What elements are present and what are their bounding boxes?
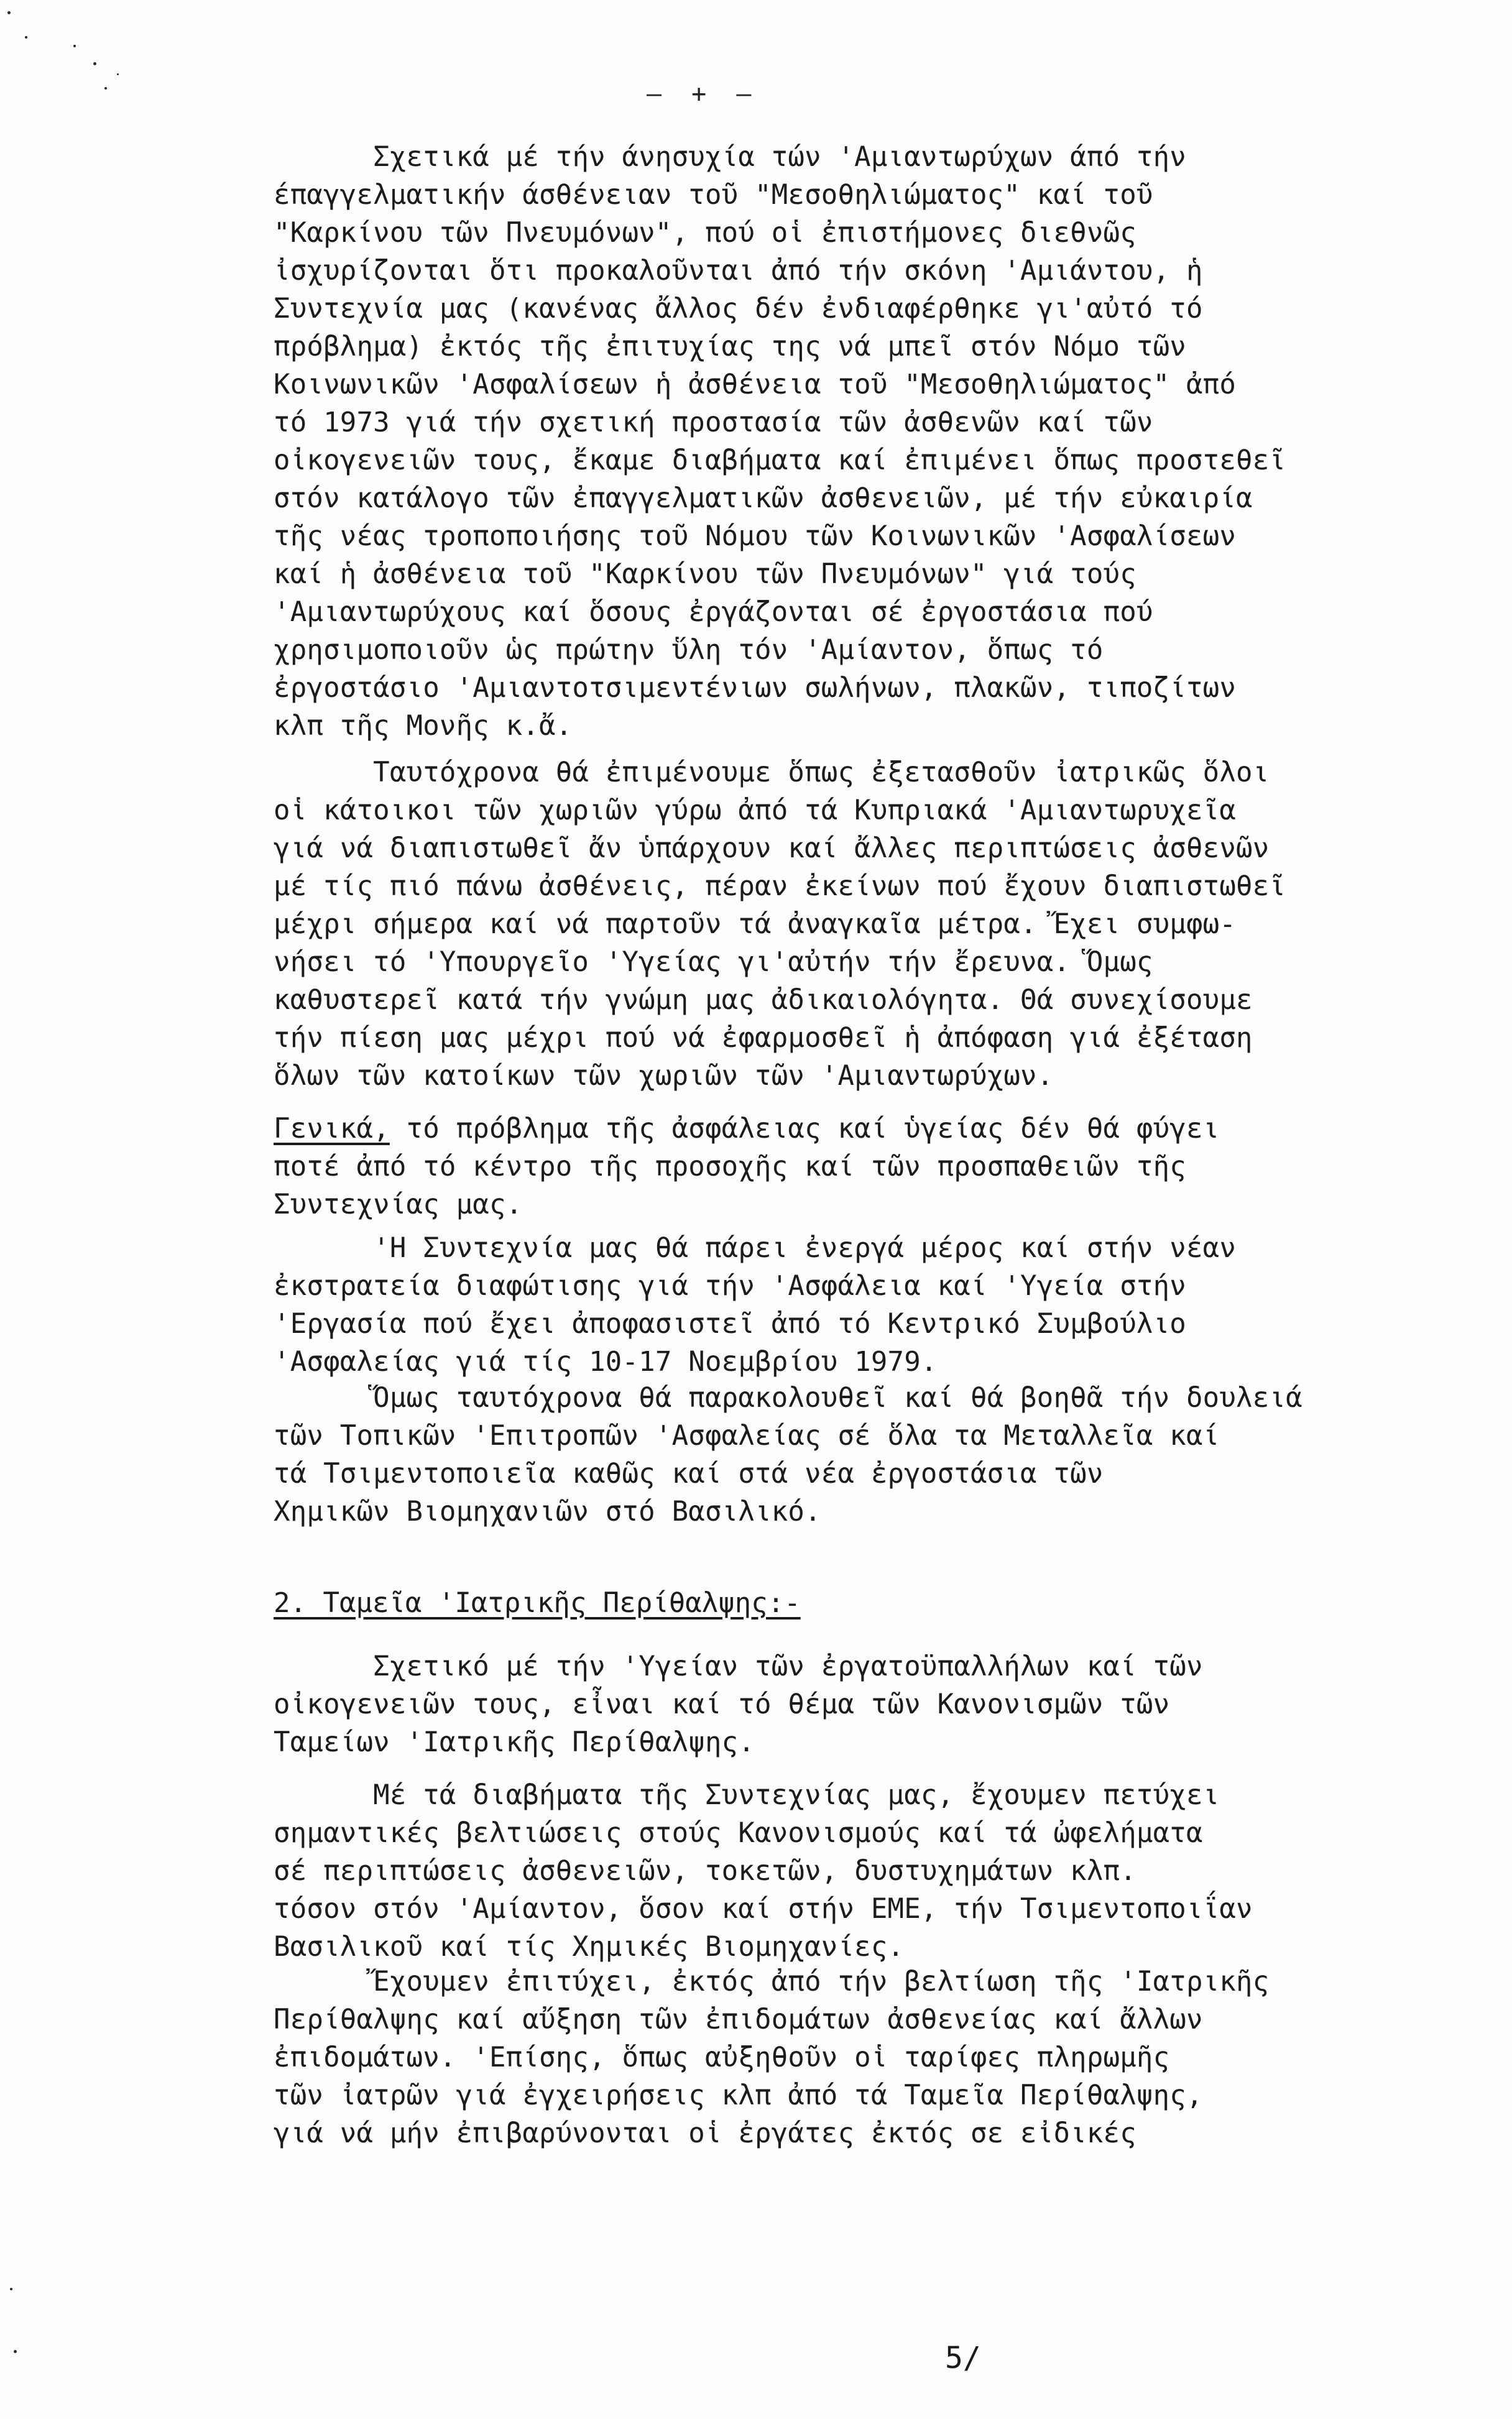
scan-speck [117,73,119,75]
scan-speck [104,87,107,90]
paragraph-asbestos-concern: Σχετικά μέ τήν άνησυχία τών 'Αμιαντωρύχων άπό τήν έπαγγελματικήν άσθένειαν τοῦ "Μεσοθηλιώματος" καί τοῦ "Καρκίνου τῶν Πνευμόνων", πού οἱ ἐπιστήμονες διεθνῶς ἰσχυρίζονται ὅτι προκαλοῦνται ἀπό τήν σκόνη 'Αμιάντου, ἡ Συντεχνία μας (κανένας ἄλλος δέν ἐνδιαφέρθηκε γι'αὐτό τό πρόβλημα) ἐκτός τῆς ἐπιτυχίας της νά μπεῖ στόν Νόμο τῶν Κοινωνικῶν 'Ασφαλίσεων ἡ ἀσθένεια τοῦ "Μεσοθηλιώματος" ἀπό τό 1973 γιά τήν σχετική προστασία τῶν ἀσθενῶν καί τῶν οἰκογενειῶν τους, ἔκαμε διαβήματα καί ἐπιμένει ὅπως προστεθεῖ στόν κατάλογο τῶν ἐπαγγελματικῶν ἀσθενειῶν, μέ τήν εὐκαιρία τῆς νέας τροποποιήσης τοῦ Νόμου τῶν Κοινωνικῶν 'Ασφαλίσεων καί ἡ ἀσθένεια τοῦ "Καρκίνου τῶν Πνευμόνων" γιά τούς 'Αμιαντωρύχους καί ὅσους ἐργάζονται σέ ἐργοστάσια πού χρησιμοποιοῦν ὡς πρώτην ὕλη τόν 'Αμίαντον, ὅπως τό ἐργοστάσιο 'Αμιαντοτσιμεντένιων σωλήνων, πλακῶν, τιποζίτων κλπ τῆς Μονῆς κ.ἄ. [274,141,1286,742]
scan-speck [93,62,96,65]
paragraph-general-safety-text: τό πρόβλημα τῆς ἀσφάλειας καί ὑγείας δέν θά φύγει ποτέ ἀπό τό κέντρο τῆς προσοχῆς καί τῶν προσπαθειῶν τῆς Συντεχνίας μας. [274,1113,1220,1220]
paragraph-village-examinations: Ταυτόχρονα θά ἐπιμένουμε ὅπως ἐξετασθοῦν ἰατρικῶς ὅλοι οἱ κάτοικοι τῶν χωριῶν γύρω ἀπό τά Κυπριακά 'Αμιαντωρυχεῖα γιά νά διαπιστωθεῖ ἄν ὑπάρχουν καί ἄλλες περιπτώσεις ἀσθενῶν μέ τίς πιό πάνω ἀσθένεις, πέραν ἐκείνων πού ἔχουν διαπιστωθεῖ μέχρι σήμερα καί νά παρτοῦν τά ἀναγκαῖα μέτρα. Ἔχει συμφω- νήσει τό 'Υπουργεῖο 'Υγείας γι'αὐτήν τήν ἔρευνα. Ὅμως καθυστερεῖ κατά τήν γνώμη μας ἀδικαιολόγητα. Θά συνεχίσουμε τήν πίεση μας μέχρι πού νά ἐφαρμοσθεῖ ἡ ἀπόφαση γιά ἐξέταση ὅλων τῶν κατοίκων τῶν χωριῶν τῶν 'Αμιαντωρύχων. [274,757,1286,1092]
paragraph-lead-word: Γενικά, [274,1113,390,1145]
paragraph-local-committees: Ὅμως ταυτόχρονα θά παρακολουθεῖ καί θά βοηθᾶ τήν δουλειά τῶν Τοπικῶν 'Επιτροπῶν 'Ασφαλείας σέ ὅλα τα Μεταλλεῖα καί τά Τσιμεντοποιεῖα καθῶς καί στά νέα ἐργοστάσια τῶν Χημικῶν Βιομηχανιῶν στό Βασιλικό. [274,1382,1302,1527]
paragraph-safety-campaign: 'Η Συντεχνία μας θά πάρει ἐνεργά μέρος καί στήν νέαν ἐκστρατεία διαφώτισης γιά τήν 'Ασφάλεια καί 'Υγεία στήν 'Εργασία πού ἔχει ἀποφασιστεῖ ἀπό τό Κεντρικό Συμβούλιο 'Ασφαλείας γιά τίς 10-17 Νοεμβρίου 1979. [274,1232,1237,1378]
paragraph-medical-funds-intro: Σχετικό μέ τήν 'Υγείαν τῶν ἐργατοϋπαλλήλων καί τῶν οἰκογενειῶν τους, εἶναι καί τό θέμα τῶν Κανονισμῶν τῶν Ταμείων 'Ιατρικῆς Περίθαλψης. [274,1651,1203,1758]
page-header-mark: – + – [647,80,759,108]
page-number: 5/ [945,2341,981,2375]
scan-speck [73,45,76,47]
paragraph-achievements: Ἔχουμεν ἐπιτύχει, ἐκτός ἀπό τήν βελτίωση τῆς 'Ιατρικῆς Περίθαλψης καί αὔξηση τῶν ἐπιδομάτων ἀσθενείας καί ἄλλων ἐπιδομάτων. 'Επίσης, ὅπως αὐξηθοῦν οἱ ταρίφες πληρωμῆς τῶν ἰατρῶν γιά ἐγχειρήσεις κλπ ἀπό τά Ταμεῖα Περίθαλψης, γιά νά μήν ἐπιβαρύνονται οἱ ἐργάτες ἐκτός σε εἰδικές [274,1966,1270,2149]
scan-speck [25,36,27,39]
paragraph-regulation-improvements: Μέ τά διαβήματα τῆς Συντεχνίας μας, ἔχουμεν πετύχει σημαντικές βελτιώσεις στούς Κανονισμούς καί τά ὠφελήματα σέ περιπτώσεις ἀσθενειῶν, τοκετῶν, δυστυχημάτων κλπ. τόσον στόν 'Αμίαντον, ὅσον καί στήν ΕΜΕ, τήν Τσιμεντοποιΐαν Βασιλικοῦ καί τίς Χημικές Βιομηχανίες. [274,1779,1253,1963]
scan-speck [10,2288,12,2290]
paragraph-general-safety [274,1110,1405,1223]
scan-speck [14,2350,17,2353]
section-heading-medical-funds: 2. Ταμεῖα 'Ιατρικῆς Περίθαλψης:- [274,1587,801,1619]
scan-speck [7,11,11,14]
